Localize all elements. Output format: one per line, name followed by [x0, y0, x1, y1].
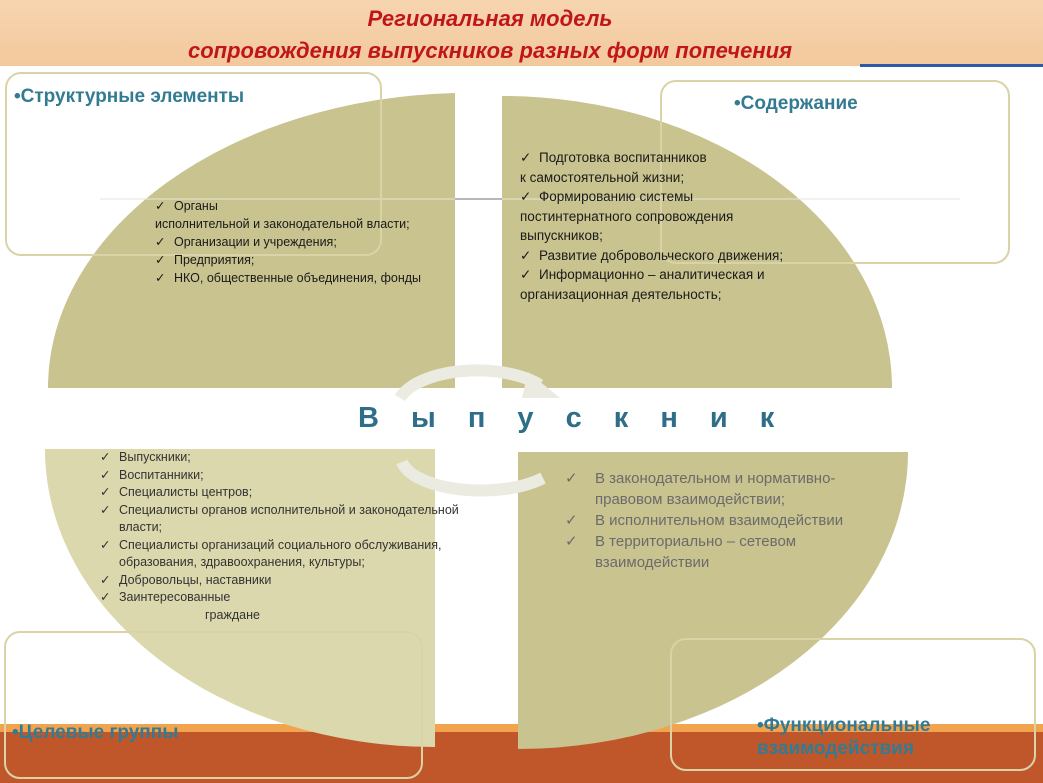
- list-item: ✓ Выпускники;: [100, 449, 500, 467]
- list-item: ✓ Специалисты органов исполнительной и законодательной: [100, 502, 500, 520]
- list-item: ✓ Предприятия;: [155, 251, 455, 269]
- list-item: ✓ Воспитанники;: [100, 467, 500, 485]
- target-label-box: [4, 631, 423, 779]
- title-line-2: сопровождения выпускников разных форм попечения: [187, 38, 793, 63]
- list-item: ✓ Добровольцы, наставники: [100, 572, 500, 590]
- functional-heading: •Функциональные взаимодействия: [757, 715, 931, 759]
- list-item: исполнительной и законодательной власти;: [155, 217, 410, 231]
- list-item: выпускников;: [520, 228, 603, 243]
- list-item: ✓ В территориально – сетевом: [565, 531, 885, 552]
- list-item: ✓ Развитие добровольческого движения;: [520, 246, 820, 266]
- list-item: ✓ Подготовка воспитанников: [520, 148, 820, 168]
- list-item: ✓ Специалисты центров;: [100, 484, 500, 502]
- list-item: постинтернатного сопровождения: [520, 208, 734, 224]
- title-line-1: Региональная модель: [367, 6, 613, 31]
- list-item: ✓ НКО, общественные объединения, фонды: [155, 269, 455, 287]
- structural-list: [155, 197, 455, 287]
- list-item: ✓ Информационно – аналитическая и: [520, 265, 820, 285]
- list-item: ✓ В исполнительном взаимодействии: [565, 510, 885, 531]
- list-item: организационная деятельность;: [520, 286, 722, 302]
- list-item: ✓ Формированию системы: [520, 187, 820, 207]
- list-item: к самостоятельной жизни;: [520, 169, 685, 185]
- list-item: образования, здравоохранения, культуры;: [119, 555, 365, 569]
- list-item: правовом взаимодействии;: [595, 491, 786, 508]
- list-item: ✓ Организации и учреждения;: [155, 233, 455, 251]
- functional-list: [565, 468, 885, 573]
- list-item: взаимодействии: [595, 554, 710, 571]
- target-heading: •Целевые группы: [12, 722, 179, 743]
- list-item: ✓ Органы: [155, 197, 455, 215]
- structural-heading: •Структурные элементы: [14, 86, 245, 107]
- center-label: В ы п у с к н и к: [358, 402, 787, 434]
- list-item: ✓ В законодательном и нормативно-: [565, 468, 885, 489]
- list-item: граждане: [205, 607, 260, 622]
- content-heading: •Содержание: [734, 93, 858, 114]
- list-item: ✓ Специалисты организаций социального обслуживания,: [100, 537, 500, 555]
- content-list: [520, 148, 820, 304]
- list-item: ✓ Заинтересованные: [100, 589, 500, 607]
- target-list: [100, 449, 500, 624]
- list-item: власти;: [119, 520, 163, 534]
